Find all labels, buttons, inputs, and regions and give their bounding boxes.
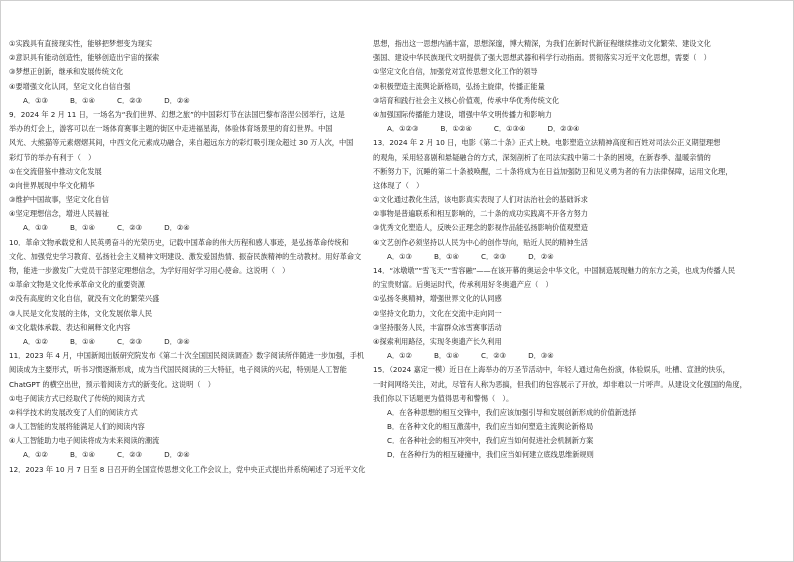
q9-stem-4: 彩灯节的举办有利于（ ） [9, 152, 96, 162]
q15-option-d: D．在各种行为的相互碰撞中，我们应当如何建立底线思维新规则 [387, 450, 594, 460]
q12-option-d: D．②③④ [547, 124, 580, 134]
q9-stem-3: 风光、大熊猫等元素熠熠其间，中西文化元素成功融合，来自超远东方的彩灯吸引现众超过 30 万人次，中国 [9, 138, 354, 148]
q12-stem-1: 12．2023 年 10 月 7 日至 8 日召开的全国宣传思想文化工作会议上，党中央正式提出并系统阐述了习近平文化 [9, 464, 366, 474]
q10-item-4: ④文化载体承载、表达和阐释文化内容 [9, 322, 131, 332]
q12-item-4: ④加强国际传播能力建设，增强中华文明传播力和影响力 [373, 109, 552, 119]
q10-item-2: ②没有高度的文化自信，就没有文化的繁荣兴盛 [9, 294, 160, 304]
q9-item-4: ④坚定理想信念，增进人民福祉 [9, 209, 109, 219]
q11-option-d: D．②④ [164, 450, 190, 460]
q11-options [9, 448, 379, 462]
q13-stem-4: 这体现了（ ） [373, 180, 424, 190]
left-column [9, 37, 379, 477]
q14-option-b: B．①④ [434, 351, 460, 361]
q11-stem-1: 11．2023 年 4 月，中国新闻出版研究院发布《第二十次全国国民阅读调查》数字阅读所伴随进一步加强，手机 [9, 351, 365, 361]
q13-stem-2: 的观角，采用轻喜剧和悬疑融合的方式，深刻剖析了在司法实践中第二十条的困境，在新春季、温暖亲情的 [373, 152, 711, 162]
q9-option-a: A．①③ [23, 223, 48, 233]
q9-options [9, 221, 379, 235]
q14-options [373, 349, 787, 363]
q8-item-3: ③梦想正创新，继承和发展传统文化 [9, 67, 124, 77]
q15-stem-2: 一时间网络关注，对此，尽管有人称为恶搞，但我们的包容展示了开放，却非难以一片呼声。从建设文化强国的角度， [373, 379, 747, 389]
right-column [373, 37, 787, 463]
q13-options [373, 250, 787, 264]
q11-item-1: ①电子阅读方式已经取代了传统的阅读方式 [9, 393, 145, 403]
q14-item-1: ①弘扬冬奥精神，增强世界文化的认同感 [373, 294, 502, 304]
q10-option-b: B．①④ [70, 336, 96, 346]
q12-item-1: ①坚定文化自信，加强党对宣传思想文化工作的领导 [373, 67, 538, 77]
q13-option-d: D．②④ [528, 251, 554, 261]
q8-item-4: ④要增强文化认同，坚定文化自信自强 [9, 81, 131, 91]
q9-option-d: D．②④ [164, 223, 190, 233]
q9-option-c: C．②③ [117, 223, 143, 233]
q9-item-2: ②向世界展现中华文化精华 [9, 180, 95, 190]
q12-stem-3: 强国、建设中华民族现代文明提供了强大思想武器和科学行动指南。贯彻落实习近平文化思想，需要（ ） [373, 53, 711, 63]
q14-option-d: D．③④ [528, 351, 554, 361]
q12-options [373, 122, 787, 136]
q10-option-d: D．③④ [164, 336, 190, 346]
q10-stem-2: 文化、加强党史学习教育、弘扬社会主义精神文明建设、激发爱国热情、振奋民族精神的生动教材。用好革命文 [9, 251, 362, 261]
q9-item-1: ①在交流借鉴中推动文化发展 [9, 166, 102, 176]
q9-option-b: B．①④ [70, 223, 96, 233]
q10-stem-3: 物，能进一步激发广大党员干部坚定理想信念，为学好用好学习用心使命。这说明（ ） [9, 266, 290, 275]
q13-option-a: A．①③ [387, 251, 412, 261]
q12-option-b: B．①②④ [440, 124, 472, 134]
q13-item-4: ④文艺创作必须坚持以人民为中心的创作导向，贴近人民的精神生活 [373, 237, 588, 247]
q13-stem-3: 不断努力下，沉睡的第二十条被唤醒，二十条将成为在日益加强防卫和见义勇为者的有力法律保障，运用文化理， [373, 166, 733, 176]
q13-item-3: ③优秀文化塑造人，反映公正理念的影视作品能弘扬影响价值观塑造 [373, 223, 588, 233]
q9-stem-2: 举办的灯会上，游客可以在一场体育赛事主题的街区中走进福星海，体验体育场景里的育幻世界。中国 [9, 124, 333, 134]
q12-option-c: C．①③④ [493, 124, 526, 134]
q11-item-3: ③人工智能的发展将能满足人们的阅读内容 [9, 422, 145, 432]
q10-option-a: A．①② [23, 336, 48, 346]
q8-option-c: C．②③ [117, 95, 143, 105]
q9-stem-1: 9．2024 年 2 月 11 日，一场名为“我们世界、幻想之旅”的中国彩灯节在法国巴黎布洛涅公园举行，这是 [9, 109, 345, 119]
q12-option-a: A．①②③ [387, 124, 419, 134]
q10-item-1: ①革命文物是文化传承革命文化的重要资源 [9, 280, 145, 290]
q11-stem-3: ChatGPT 的横空出世，预示着阅读方式的新变化。这说明（ ） [9, 379, 215, 389]
q14-option-a: A．①② [387, 351, 412, 361]
q15-option-a: A．在各种思想的相互交锋中，我们应该加强引导和发展创新形成的价值新选择 [387, 407, 637, 417]
q11-option-a: A．①② [23, 450, 48, 460]
q14-item-3: ③坚持服务人民，丰富群众冰雪赛事活动 [373, 322, 502, 332]
q13-option-c: C．②③ [481, 251, 507, 261]
q15-option-b: B．在各种文化的相互激荡中，我们应当如何塑造主流舆论新格局 [387, 422, 594, 432]
q8-option-a: A．①③ [23, 95, 48, 105]
q13-item-1: ①文化通过教化生活，该电影真实表现了人们对法治社会的基础诉求 [373, 195, 588, 205]
q14-stem-1: 14．“冰墩墩”“雪飞天”“雪容融”——在该开幕的奥运会中华文化，中国制造展现魅力的东方之美，也成为传播人民 [373, 266, 736, 275]
q11-stem-2: 阅读成为主要形式，听书习惯逐渐形成，成为当代国民阅读的三大特征，电子阅读的兴起，特别是人工智能 [9, 365, 347, 375]
q8-item-2: ②意识具有能动创造性，能够创造出宇宙的探索 [9, 53, 160, 63]
q12-stem-2: 思想，指出这一思想内涵丰富，思想深邃，博大精深，为我们在新时代新征程继续推动文化繁荣、建设文化 [373, 39, 711, 48]
q12-item-2: ②积极塑造主流舆论新格局，弘扬主旋律，传播正能量 [373, 81, 545, 91]
q15-stem-3: 我们你以下话题更为值得思考和警惕（ ）。 [373, 393, 514, 403]
q10-item-3: ③人民是文化发展的主体，文化发展依靠人民 [9, 308, 153, 318]
q12-item-3: ③培育和践行社会主义核心价值观，传承中华优秀传统文化 [373, 95, 560, 105]
q14-stem-2: 的宝贵财富。后奥运时代，传承利用好冬奥遗产应（ ） [373, 280, 553, 290]
q8-option-d: D．②④ [164, 95, 190, 105]
q8-option-b: B．①④ [70, 95, 96, 105]
q11-option-b: B．①④ [70, 450, 96, 460]
q8-item-1: ①实践具有直接现实性，能够把梦想变为现实 [9, 39, 153, 48]
q14-item-2: ②坚持文化助力，文化在交流中走向同一 [373, 308, 502, 318]
q10-option-c: C．②③ [117, 336, 143, 346]
q13-option-b: B．①④ [434, 251, 460, 261]
q9-item-3: ③维护中国故事，坚定文化自信 [9, 195, 109, 205]
q15-stem-1: 15．（2024 嘉定一模）近日在上海举办的万圣节活动中，年轻人通过角色扮演，体验娱乐，吐槽、宣泄的快乐， [373, 365, 730, 375]
q15-option-c: C．在各种社会的相互冲突中，我们应当如何促进社会机制新方案 [387, 436, 594, 446]
q11-item-2: ②科学技术的发展改变了人们的阅读方式 [9, 407, 138, 417]
q13-stem-1: 13．2024 年 2 月 10 日，电影《第二十条》正式上映。电影塑造立法精神高度和百姓对司法公正义期望理想 [373, 138, 721, 148]
q11-item-4: ④人工智能助力电子阅读将成为未来阅读的潮流 [9, 436, 160, 446]
q13-item-2: ②事物是普遍联系和相互影响的，二十条的成功实践离不开各方努力 [373, 209, 588, 219]
q10-stem-1: 10．革命文物承载党和人民英勇奋斗的光荣历史，记载中国革命的伟大历程和感人事迹，是弘扬革命传统和 [9, 237, 349, 247]
q11-option-c: C．②③ [117, 450, 143, 460]
q14-item-4: ④探索利用路径，实现冬奥遗产长久利用 [373, 336, 502, 346]
q8-options [9, 94, 379, 108]
q14-option-c: C．②③ [481, 351, 507, 361]
q10-options [9, 335, 379, 349]
